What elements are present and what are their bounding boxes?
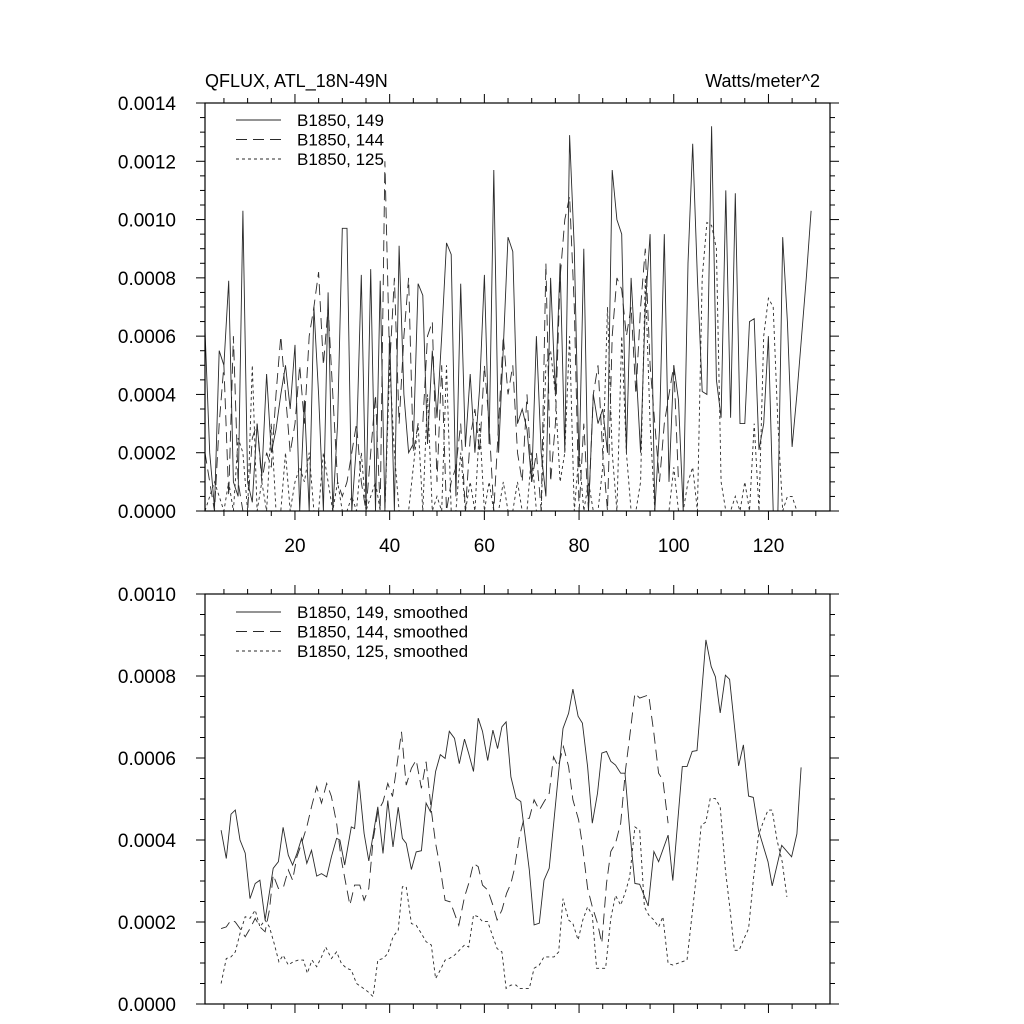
bottom-plot-smoothed: [118, 585, 839, 1016]
y-tick-label: 0.0004: [117, 831, 176, 852]
legend-label: B1850, 125: [297, 150, 384, 169]
x-tick-label: 20: [284, 536, 306, 557]
legend-label: B1850, 125, smoothed: [297, 642, 469, 661]
y-tick-label: 0.0002: [117, 913, 176, 934]
y-tick-label: 0.0004: [117, 385, 176, 407]
series-group: [205, 126, 811, 511]
x-tick-label: 80: [568, 536, 590, 557]
legend-label: B1850, 144, smoothed: [297, 622, 469, 642]
y-tick-label: 0.0006: [117, 749, 176, 770]
legend-label: B1850, 144: [297, 130, 384, 150]
x-tick-label: 40: [379, 536, 401, 557]
chart-title: QFLUX, ATL_18N-49N: [205, 71, 388, 91]
y-tick-label: 0.0000: [117, 502, 176, 523]
series-line-b1850-144-smoothed: [221, 693, 668, 943]
y-tick-label: 0.0008: [117, 667, 176, 688]
y-tick-label: 0.0010: [117, 585, 176, 606]
x-tick-label: 120: [752, 536, 785, 557]
y-tick-label: 0.0006: [117, 327, 176, 349]
legend-label: B1850, 149: [297, 111, 384, 130]
x-tick-label: 100: [657, 536, 690, 557]
x-tick-label: 60: [473, 536, 495, 557]
y-tick-label: 0.0008: [117, 268, 176, 290]
series-line-b1850-149-smoothed: [221, 640, 801, 925]
y-tick-label: 0.0000: [117, 995, 176, 1016]
y-tick-label: 0.0014: [117, 94, 176, 115]
series-group: [221, 640, 801, 997]
series-line-b1850-125-smoothed: [221, 799, 787, 997]
top-plot-raw: [118, 94, 839, 557]
y-tick-label: 0.0012: [117, 152, 176, 174]
y-tick-label: 0.0002: [117, 443, 176, 465]
legend-label: B1850, 149, smoothed: [297, 603, 469, 622]
y-tick-label: 0.0010: [117, 210, 176, 232]
units-label: Watts/meter^2: [705, 71, 820, 91]
